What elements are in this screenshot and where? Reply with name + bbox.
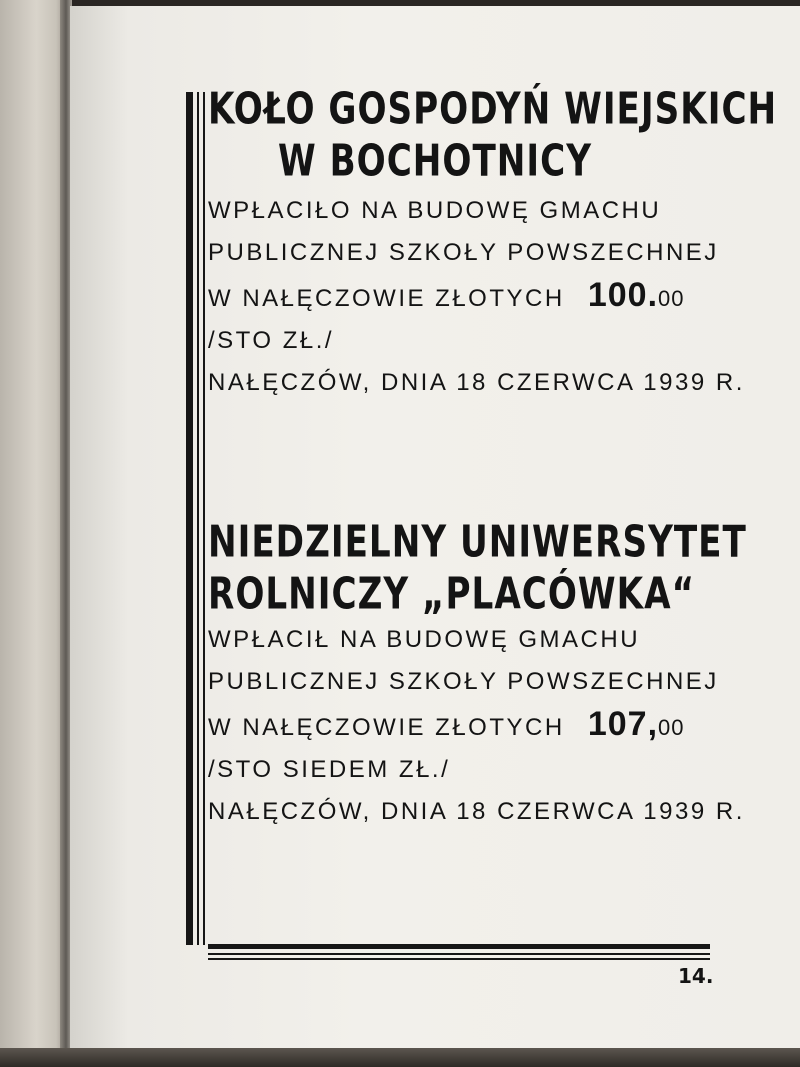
entry-amount	[588, 276, 685, 314]
entry-amount-main: 100.	[587, 276, 659, 314]
entry-place-date: NAŁĘCZÓW, DNIA 18 CZERWCA 1939 R.	[208, 798, 745, 825]
vertical-rule-thin-1	[197, 92, 199, 945]
entry-uniwersytet-rolniczy	[208, 515, 747, 833]
entry-heading-line-2: ROLNICZY „PLACÓWKA“	[208, 568, 696, 619]
entry-kolo-gospodyn	[208, 82, 777, 404]
horizontal-rule-thin-2	[208, 958, 710, 960]
entry-heading-line-2: W BOCHOTNICY	[278, 135, 592, 186]
entry-amount-cents: 00	[658, 715, 685, 740]
entry-place-date: NAŁĘCZÓW, DNIA 18 CZERWCA 1939 R.	[208, 369, 745, 396]
entry-heading-line-1: NIEDZIELNY UNIWERSYTET	[208, 516, 747, 567]
entry-amount-words: /STO SIEDEM ZŁ./	[208, 756, 451, 783]
entry-heading-line-1: KOŁO GOSPODYŃ WIEJSKICH	[208, 83, 778, 134]
entry-amount-line	[208, 703, 747, 749]
page-number: 14.	[678, 964, 714, 988]
entry-amount-prefix: W NAŁĘCZOWIE ZŁOTYCH	[208, 285, 565, 312]
vertical-rule-thick	[186, 92, 193, 945]
left-page-edge	[0, 0, 66, 1067]
entry-amount-words: /STO ZŁ./	[208, 327, 335, 354]
entry-body-line-2: PUBLICZNEJ SZKOŁY POWSZECHNEJ	[208, 668, 719, 695]
entry-body-line-1: WPŁACIŁ NA BUDOWĘ GMACHU	[208, 626, 641, 653]
entry-body-line-1: WPŁACIŁO NA BUDOWĘ GMACHU	[208, 197, 662, 224]
entry-amount-prefix: W NAŁĘCZOWIE ZŁOTYCH	[208, 714, 565, 741]
horizontal-rule-thin-1	[208, 953, 710, 955]
entry-body-line-2: PUBLICZNEJ SZKOŁY POWSZECHNEJ	[208, 239, 719, 266]
vertical-rule-thin-2	[203, 92, 205, 945]
horizontal-rule-thick	[208, 944, 710, 949]
entry-amount	[588, 705, 685, 743]
entry-amount-main: 107,	[587, 705, 659, 743]
entry-amount-line	[208, 274, 777, 320]
book-bottom-edge	[0, 1048, 800, 1067]
entry-amount-cents: 00	[658, 286, 685, 311]
